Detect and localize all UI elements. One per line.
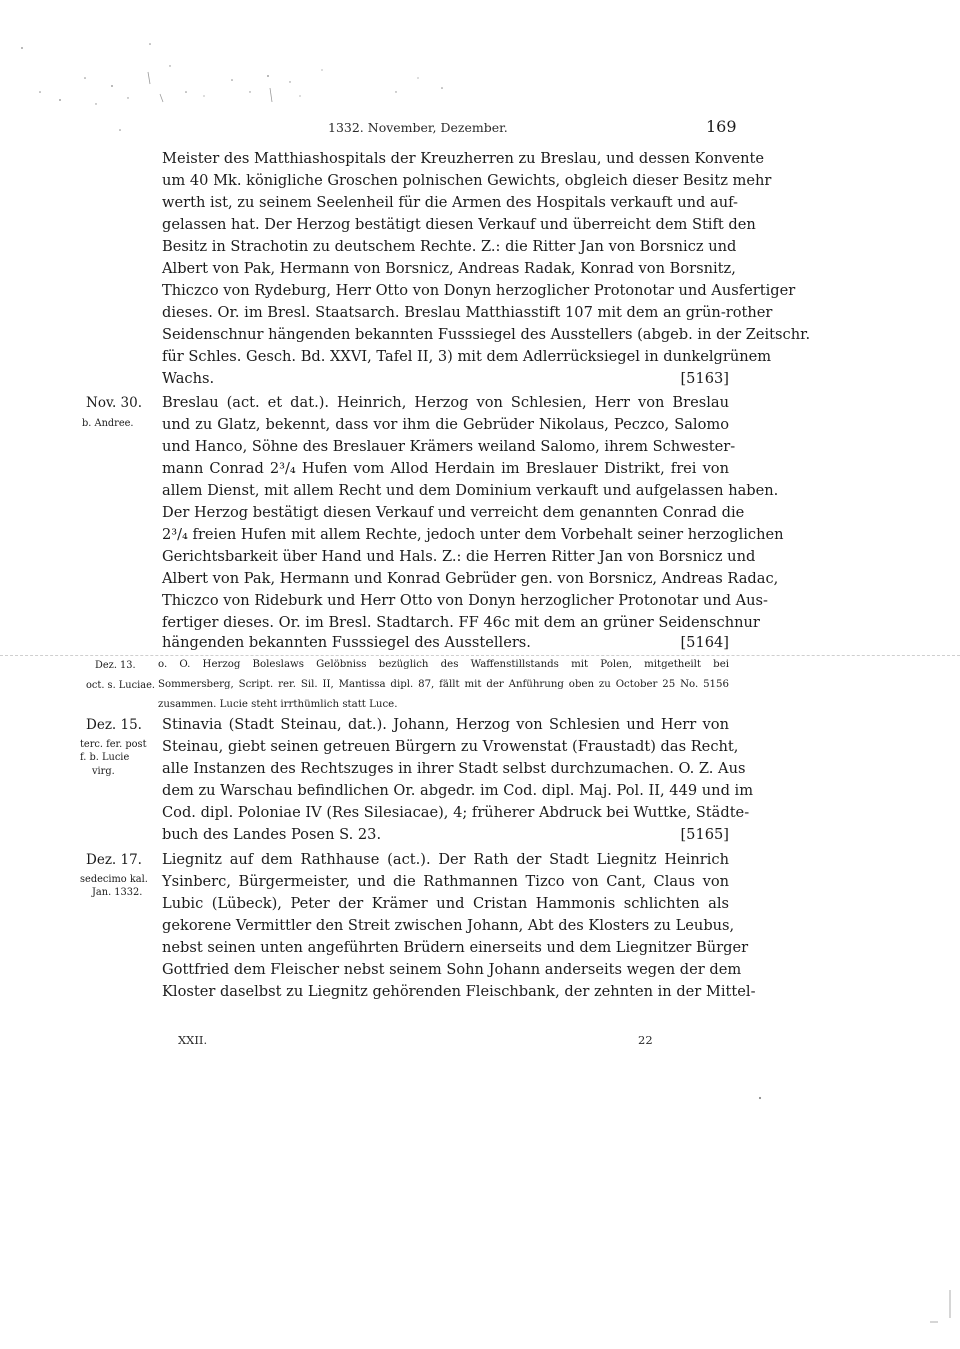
entry-line: mann Conrad 2³/₄ Hufen vom Allod Herdain im Breslauer Distrikt, frei von: [162, 460, 729, 477]
signature-volume: XXII.: [178, 1033, 208, 1047]
entry-line: Seidenschnur hängenden bekannten Fusssiegel des Ausstellers (abgeb. in der Zeitschr.: [162, 326, 811, 343]
entry-line: Wachs.: [162, 370, 215, 387]
entry-date: Dez. 15.: [86, 717, 142, 733]
entry-line: Steinau, giebt seinen getreuen Bürgern zu Vrowenstat (Fraustadt) das Recht,: [162, 738, 739, 755]
entry-margin-date: terc. fer. post: [80, 739, 147, 750]
entry-line: Stinavia (Stadt Steinau, dat.). Johann, Herzog von Schlesien und Herr von: [162, 716, 729, 733]
running-title: 1332. November, Dezember.: [328, 120, 508, 135]
entry-number: [5164]: [680, 634, 729, 651]
entry-date: Nov. 30.: [86, 395, 143, 411]
entry-line: 2³/₄ freien Hufen mit allem Rechte, jedoch unter dem Vorbehalt seiner herzoglichen: [162, 526, 784, 543]
entry-margin-date: f. b. Lucie: [80, 752, 130, 763]
entry-line: für Schles. Gesch. Bd. XXVI, Tafel II, 3) mit dem Adlerrücksiegel in dunkelgrünem: [162, 348, 772, 365]
entry-line: dem zu Warschau befindlichen Or. abgedr. im Cod. dipl. Maj. Pol. II, 449 und im: [162, 782, 754, 799]
entry-line: um 40 Mk. königliche Groschen polnischen Gewichts, obgleich dieser Besitz mehr: [162, 172, 772, 189]
entry-line: Kloster daselbst zu Liegnitz gehörenden Fleischbank, der zehnten in der Mittel-: [162, 983, 756, 1000]
entry-line: dieses. Or. im Bresl. Staatsarch. Breslau Matthiasstift 107 mit dem an grün-rother: [162, 304, 773, 321]
entry-margin-date: Jan. 1332.: [92, 887, 143, 898]
entry-line: Cod. dipl. Poloniae IV (Res Silesiacae), 4; früherer Abdruck bei Wuttke, Städte-: [162, 804, 750, 821]
note-line: o. O. Herzog Boleslaws Gelöbniss bezüglich des Waffenstillstands mit Polen, mitgetheilt bei: [158, 659, 729, 670]
entry-date: Dez. 17.: [86, 852, 142, 868]
entry-line: Besitz in Strachotin zu deutschem Rechte. Z.: die Ritter Jan von Borsnicz und: [162, 238, 737, 255]
entry-margin-date: b. Andree.: [82, 418, 134, 429]
entry-margin-date: sedecimo kal.: [80, 874, 148, 885]
entry-line: buch des Landes Posen S. 23.: [162, 826, 382, 843]
entry-number: [5165]: [680, 826, 729, 843]
entry-line: Albert von Pak, Hermann und Konrad Gebrüder gen. von Borsnicz, Andreas Radac,: [162, 570, 779, 587]
entry-line: allem Dienst, mit allem Recht und dem Dominium verkauft und aufgelassen haben.: [162, 482, 779, 499]
page-number: 169: [706, 117, 737, 136]
entry-line: Albert von Pak, Hermann von Borsnicz, Andreas Radak, Konrad von Borsnitz,: [162, 260, 736, 277]
entry-margin-date: oct. s. Luciae.: [86, 680, 155, 691]
entry-line: und Hanco, Söhne des Breslauer Krämers weiland Salomo, ihrem Schwester-: [162, 438, 736, 455]
entry-margin-date: virg.: [92, 766, 115, 777]
entry-line: Lubic (Lübeck), Peter der Krämer und Cristan Hammonis schlichten als: [162, 895, 729, 912]
entry-line: Ysinberc, Bürgermeister, und die Rathmannen Tizco von Cant, Claus von: [162, 873, 729, 890]
entry-number: [5163]: [680, 370, 729, 387]
entry-line: Breslau (act. et dat.). Heinrich, Herzog von Schlesien, Herr von Breslau: [162, 394, 729, 411]
note-line: Sommersberg, Script. rer. Sil. II, Mantissa dipl. 87, fällt mit der Anführung oben zu October 25 No. 5156: [158, 679, 729, 690]
entry-line: Gerichtsbarkeit über Hand und Hals. Z.: die Herren Ritter Jan von Borsnicz und: [162, 548, 756, 565]
entry-line: Der Herzog bestätigt diesen Verkauf und verreicht dem genannten Conrad die: [162, 504, 745, 521]
entry-line: Thiczco von Rideburk und Herr Otto von Donyn herzoglicher Protonotar und Aus-: [162, 592, 768, 609]
entry-line: gelassen hat. Der Herzog bestätigt diesen Verkauf und überreicht dem Stift den: [162, 216, 756, 233]
scan-crease-line: [0, 655, 960, 656]
entry-line: Meister des Matthiashospitals der Kreuzherren zu Breslau, und dessen Konvente: [162, 150, 764, 167]
entry-line: hängenden bekannten Fusssiegel des Ausstellers.: [162, 634, 531, 651]
entry-line: nebst seinen unten angeführten Brüdern einerseits und dem Liegnitzer Bürger: [162, 939, 749, 956]
entry-line: fertiger dieses. Or. im Bresl. Stadtarch. FF 46c mit dem an grüner Seidenschnur: [162, 614, 760, 631]
entry-line: Gottfried dem Fleischer nebst seinem Sohn Johann anderseits wegen der dem: [162, 961, 742, 978]
entry-line: alle Instanzen des Rechtszuges in ihrer Stadt selbst durchzumachen. O. Z. Aus: [162, 760, 746, 777]
note-line: zusammen. Lucie steht irrthümlich statt Luce.: [158, 699, 398, 710]
signature-sheet: 22: [638, 1033, 653, 1047]
entry-date: Dez. 13.: [95, 660, 136, 671]
entry-line: Liegnitz auf dem Rathhause (act.). Der Rath der Stadt Liegnitz Heinrich: [162, 851, 729, 868]
entry-line: und zu Glatz, bekennt, dass vor ihm die Gebrüder Nikolaus, Peczco, Salomo: [162, 416, 729, 433]
entry-line: Thiczco von Rydeburg, Herr Otto von Donyn herzoglicher Protonotar und Ausfertiger: [162, 282, 796, 299]
entry-line: werth ist, zu seinem Seelenheil für die Armen des Hospitals verkauft und auf-: [162, 194, 738, 211]
entry-line: gekorene Vermittler den Streit zwischen Johann, Abt des Klosters zu Leubus,: [162, 917, 735, 934]
